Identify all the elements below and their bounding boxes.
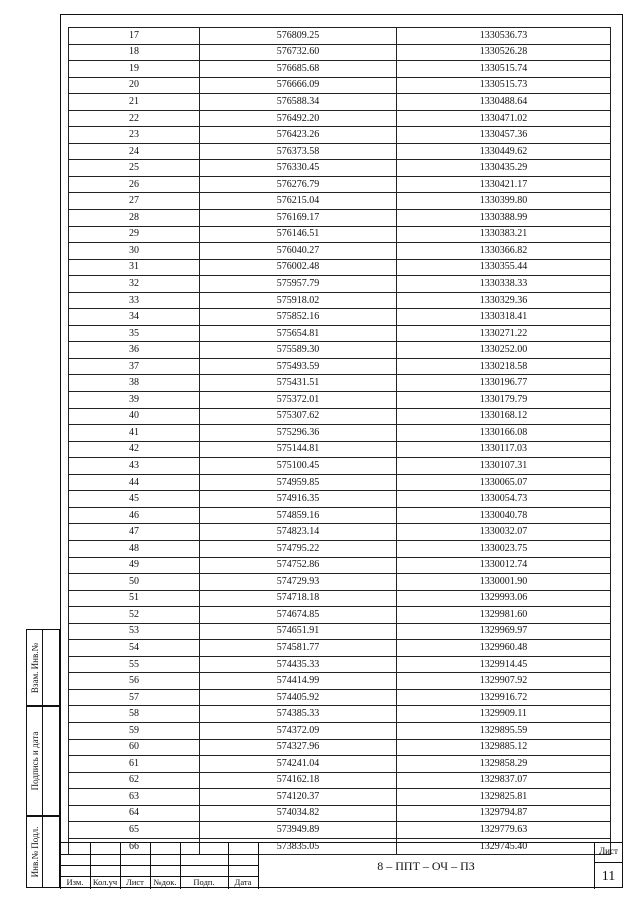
title-block-sheet-line: [594, 862, 623, 863]
table-row: [69, 789, 611, 806]
y-coordinate-cell: 1330471.02: [397, 110, 611, 127]
sheet-label: Лист: [599, 846, 618, 856]
point-number-cell: 28: [69, 210, 200, 227]
x-coordinate-cell: 576492.20: [200, 110, 397, 127]
x-coordinate-cell: 574327.96: [200, 739, 397, 756]
side-stamp-inv-cell: [27, 817, 43, 887]
y-coordinate-cell: 1330488.64: [397, 94, 611, 111]
x-coordinate-cell: 574581.77: [200, 640, 397, 657]
point-number-cell: 26: [69, 176, 200, 193]
table-row: [69, 44, 611, 61]
x-coordinate-cell: 574959.85: [200, 474, 397, 491]
y-coordinate-cell: 1329895.59: [397, 722, 611, 739]
point-number-cell: 44: [69, 474, 200, 491]
y-coordinate-cell: 1330179.79: [397, 392, 611, 409]
document-code: 8 – ППТ – ОЧ – ПЗ: [377, 859, 475, 873]
table-row: [69, 756, 611, 773]
table-row: [69, 656, 611, 673]
table-row: [69, 342, 611, 359]
y-coordinate-cell: 1330449.62: [397, 143, 611, 160]
y-coordinate-cell: 1330515.74: [397, 61, 611, 78]
x-coordinate-cell: 576330.45: [200, 160, 397, 177]
y-coordinate-cell: 1329993.06: [397, 590, 611, 607]
y-coordinate-cell: 1330536.73: [397, 28, 611, 45]
point-number-cell: 35: [69, 325, 200, 342]
table-row: [69, 822, 611, 839]
table-row: [69, 540, 611, 557]
y-coordinate-cell: 1329969.97: [397, 623, 611, 640]
x-coordinate-cell: 576276.79: [200, 176, 397, 193]
side-stamp-podpis-label: Подпись и дата: [29, 731, 40, 791]
point-number-cell: 33: [69, 292, 200, 309]
point-number-cell: 49: [69, 557, 200, 574]
point-number-cell: 65: [69, 822, 200, 839]
point-number-cell: 46: [69, 507, 200, 524]
point-number-cell: 29: [69, 226, 200, 243]
point-number-cell: 32: [69, 276, 200, 293]
point-number-cell: 57: [69, 689, 200, 706]
point-number-cell: 30: [69, 243, 200, 260]
title-block: [60, 842, 623, 888]
point-number-cell: 36: [69, 342, 200, 359]
point-number-cell: 25: [69, 160, 200, 177]
x-coordinate-cell: 575957.79: [200, 276, 397, 293]
y-coordinate-cell: 1330355.44: [397, 259, 611, 276]
x-coordinate-cell: 576732.60: [200, 44, 397, 61]
y-coordinate-cell: 1329745.40: [397, 838, 611, 855]
header-data: Дата: [234, 877, 252, 887]
table-row: [69, 607, 611, 624]
point-number-cell: 58: [69, 706, 200, 723]
x-coordinate-cell: 575431.51: [200, 375, 397, 392]
x-coordinate-cell: 574916.35: [200, 491, 397, 508]
point-number-cell: 20: [69, 77, 200, 94]
point-number-cell: 22: [69, 110, 200, 127]
table-row: [69, 110, 611, 127]
side-stamp-inv: [26, 816, 60, 888]
coordinates-table-body: [69, 28, 611, 855]
table-row: [69, 623, 611, 640]
point-number-cell: 51: [69, 590, 200, 607]
x-coordinate-cell: 576215.04: [200, 193, 397, 210]
point-number-cell: 61: [69, 756, 200, 773]
x-coordinate-cell: 575372.01: [200, 392, 397, 409]
table-row: [69, 94, 611, 111]
x-coordinate-cell: 574414.99: [200, 673, 397, 690]
y-coordinate-cell: 1329837.07: [397, 772, 611, 789]
table-row: [69, 127, 611, 144]
x-coordinate-cell: 573949.89: [200, 822, 397, 839]
table-row: [69, 772, 611, 789]
table-row: [69, 474, 611, 491]
side-stamp-podpis-cell: [27, 707, 43, 815]
point-number-cell: 53: [69, 623, 200, 640]
point-number-cell: 56: [69, 673, 200, 690]
table-row: [69, 358, 611, 375]
point-number-cell: 38: [69, 375, 200, 392]
y-coordinate-cell: 1330001.90: [397, 574, 611, 591]
x-coordinate-cell: 574718.18: [200, 590, 397, 607]
point-number-cell: 54: [69, 640, 200, 657]
table-row: [69, 425, 611, 442]
y-coordinate-cell: 1330435.29: [397, 160, 611, 177]
y-coordinate-cell: 1330515.73: [397, 77, 611, 94]
x-coordinate-cell: 576146.51: [200, 226, 397, 243]
y-coordinate-cell: 1330388.99: [397, 210, 611, 227]
coordinates-table: [68, 27, 611, 855]
point-number-cell: 62: [69, 772, 200, 789]
side-stamp-podpis: [26, 706, 60, 816]
point-number-cell: 37: [69, 358, 200, 375]
point-number-cell: 24: [69, 143, 200, 160]
x-coordinate-cell: 576373.58: [200, 143, 397, 160]
y-coordinate-cell: 1329825.81: [397, 789, 611, 806]
x-coordinate-cell: 576666.09: [200, 77, 397, 94]
table-row: [69, 210, 611, 227]
y-coordinate-cell: 1330383.21: [397, 226, 611, 243]
header-kol-uch: Кол.уч: [92, 877, 118, 887]
point-number-cell: 41: [69, 425, 200, 442]
y-coordinate-cell: 1330338.33: [397, 276, 611, 293]
y-coordinate-cell: 1330329.36: [397, 292, 611, 309]
y-coordinate-cell: 1330526.28: [397, 44, 611, 61]
table-row: [69, 640, 611, 657]
x-coordinate-cell: 574241.04: [200, 756, 397, 773]
x-coordinate-cell: 574120.37: [200, 789, 397, 806]
table-row: [69, 77, 611, 94]
x-coordinate-cell: 575589.30: [200, 342, 397, 359]
point-number-cell: 47: [69, 524, 200, 541]
x-coordinate-cell: 574435.33: [200, 656, 397, 673]
y-coordinate-cell: 1330032.07: [397, 524, 611, 541]
y-coordinate-cell: 1330065.07: [397, 474, 611, 491]
point-number-cell: 60: [69, 739, 200, 756]
point-number-cell: 31: [69, 259, 200, 276]
table-row: [69, 392, 611, 409]
y-coordinate-cell: 1330117.03: [397, 441, 611, 458]
x-coordinate-cell: 575852.16: [200, 309, 397, 326]
x-coordinate-cell: 574405.92: [200, 689, 397, 706]
table-row: [69, 259, 611, 276]
y-coordinate-cell: 1329981.60: [397, 607, 611, 624]
y-coordinate-cell: 1330023.75: [397, 540, 611, 557]
table-row: [69, 309, 611, 326]
table-row: [69, 226, 611, 243]
table-row: [69, 28, 611, 45]
table-row: [69, 590, 611, 607]
table-row: [69, 375, 611, 392]
y-coordinate-cell: 1330218.58: [397, 358, 611, 375]
table-row: [69, 193, 611, 210]
table-row: [69, 491, 611, 508]
table-row: [69, 276, 611, 293]
y-coordinate-cell: 1329779.63: [397, 822, 611, 839]
x-coordinate-cell: 576002.48: [200, 259, 397, 276]
point-number-cell: 27: [69, 193, 200, 210]
header-izm: Изм.: [66, 877, 84, 887]
x-coordinate-cell: 575296.36: [200, 425, 397, 442]
x-coordinate-cell: 576040.27: [200, 243, 397, 260]
table-row: [69, 176, 611, 193]
y-coordinate-cell: 1329794.87: [397, 805, 611, 822]
x-coordinate-cell: 574372.09: [200, 722, 397, 739]
table-row: [69, 507, 611, 524]
x-coordinate-cell: 575307.62: [200, 408, 397, 425]
x-coordinate-cell: 574674.85: [200, 607, 397, 624]
point-number-cell: 45: [69, 491, 200, 508]
table-row: [69, 441, 611, 458]
point-number-cell: 59: [69, 722, 200, 739]
point-number-cell: 66: [69, 838, 200, 855]
side-stamp-inv-label: Инв.№ Подл.: [29, 826, 40, 878]
x-coordinate-cell: 573835.05: [200, 838, 397, 855]
point-number-cell: 42: [69, 441, 200, 458]
point-number-cell: 48: [69, 540, 200, 557]
side-stamp-vzam-label: Взам. Инв.№: [29, 642, 40, 693]
y-coordinate-cell: 1329907.92: [397, 673, 611, 690]
table-row: [69, 458, 611, 475]
y-coordinate-cell: 1329916.72: [397, 689, 611, 706]
x-coordinate-cell: 574651.91: [200, 623, 397, 640]
x-coordinate-cell: 574823.14: [200, 524, 397, 541]
x-coordinate-cell: 574385.33: [200, 706, 397, 723]
y-coordinate-cell: 1329914.45: [397, 656, 611, 673]
x-coordinate-cell: 574859.16: [200, 507, 397, 524]
table-row: [69, 243, 611, 260]
table-row: [69, 574, 611, 591]
sheet-number: 11: [601, 869, 616, 884]
y-coordinate-cell: 1330054.73: [397, 491, 611, 508]
x-coordinate-cell: 575918.02: [200, 292, 397, 309]
point-number-cell: 34: [69, 309, 200, 326]
x-coordinate-cell: 575100.45: [200, 458, 397, 475]
x-coordinate-cell: 576809.25: [200, 28, 397, 45]
y-coordinate-cell: 1329909.11: [397, 706, 611, 723]
table-row: [69, 325, 611, 342]
x-coordinate-cell: 576423.26: [200, 127, 397, 144]
table-row: [69, 739, 611, 756]
x-coordinate-cell: 575144.81: [200, 441, 397, 458]
table-row: [69, 143, 611, 160]
y-coordinate-cell: 1330252.00: [397, 342, 611, 359]
table-row: [69, 292, 611, 309]
point-number-cell: 21: [69, 94, 200, 111]
y-coordinate-cell: 1330271.22: [397, 325, 611, 342]
point-number-cell: 40: [69, 408, 200, 425]
point-number-cell: 39: [69, 392, 200, 409]
table-row: [69, 689, 611, 706]
y-coordinate-cell: 1330399.80: [397, 193, 611, 210]
y-coordinate-cell: 1330040.78: [397, 507, 611, 524]
point-number-cell: 23: [69, 127, 200, 144]
table-row: [69, 557, 611, 574]
table-row: [69, 160, 611, 177]
y-coordinate-cell: 1329885.12: [397, 739, 611, 756]
x-coordinate-cell: 574752.86: [200, 557, 397, 574]
y-coordinate-cell: 1330366.82: [397, 243, 611, 260]
table-row: [69, 673, 611, 690]
side-stamp-vzam: [26, 629, 60, 706]
point-number-cell: 52: [69, 607, 200, 624]
x-coordinate-cell: 576169.17: [200, 210, 397, 227]
x-coordinate-cell: 574162.18: [200, 772, 397, 789]
point-number-cell: 18: [69, 44, 200, 61]
table-row: [69, 706, 611, 723]
point-number-cell: 50: [69, 574, 200, 591]
point-number-cell: 63: [69, 789, 200, 806]
y-coordinate-cell: 1329858.29: [397, 756, 611, 773]
table-row: [69, 408, 611, 425]
x-coordinate-cell: 574034.82: [200, 805, 397, 822]
y-coordinate-cell: 1329960.48: [397, 640, 611, 657]
header-ndok: №док.: [153, 877, 177, 887]
y-coordinate-cell: 1330421.17: [397, 176, 611, 193]
table-row: [69, 524, 611, 541]
x-coordinate-cell: 576685.68: [200, 61, 397, 78]
side-stamp-vzam-cell: [27, 630, 43, 705]
y-coordinate-cell: 1330107.31: [397, 458, 611, 475]
x-coordinate-cell: 574729.93: [200, 574, 397, 591]
point-number-cell: 64: [69, 805, 200, 822]
x-coordinate-cell: 574795.22: [200, 540, 397, 557]
point-number-cell: 55: [69, 656, 200, 673]
x-coordinate-cell: 575493.59: [200, 358, 397, 375]
y-coordinate-cell: 1330168.12: [397, 408, 611, 425]
header-podp: Подп.: [193, 877, 215, 887]
y-coordinate-cell: 1330166.08: [397, 425, 611, 442]
y-coordinate-cell: 1330196.77: [397, 375, 611, 392]
point-number-cell: 19: [69, 61, 200, 78]
point-number-cell: 43: [69, 458, 200, 475]
x-coordinate-cell: 575654.81: [200, 325, 397, 342]
x-coordinate-cell: 576588.34: [200, 94, 397, 111]
y-coordinate-cell: 1330012.74: [397, 557, 611, 574]
point-number-cell: 17: [69, 28, 200, 45]
header-list: Лист: [126, 877, 144, 887]
y-coordinate-cell: 1330318.41: [397, 309, 611, 326]
table-row: [69, 61, 611, 78]
table-row: [69, 805, 611, 822]
table-row: [69, 722, 611, 739]
y-coordinate-cell: 1330457.36: [397, 127, 611, 144]
